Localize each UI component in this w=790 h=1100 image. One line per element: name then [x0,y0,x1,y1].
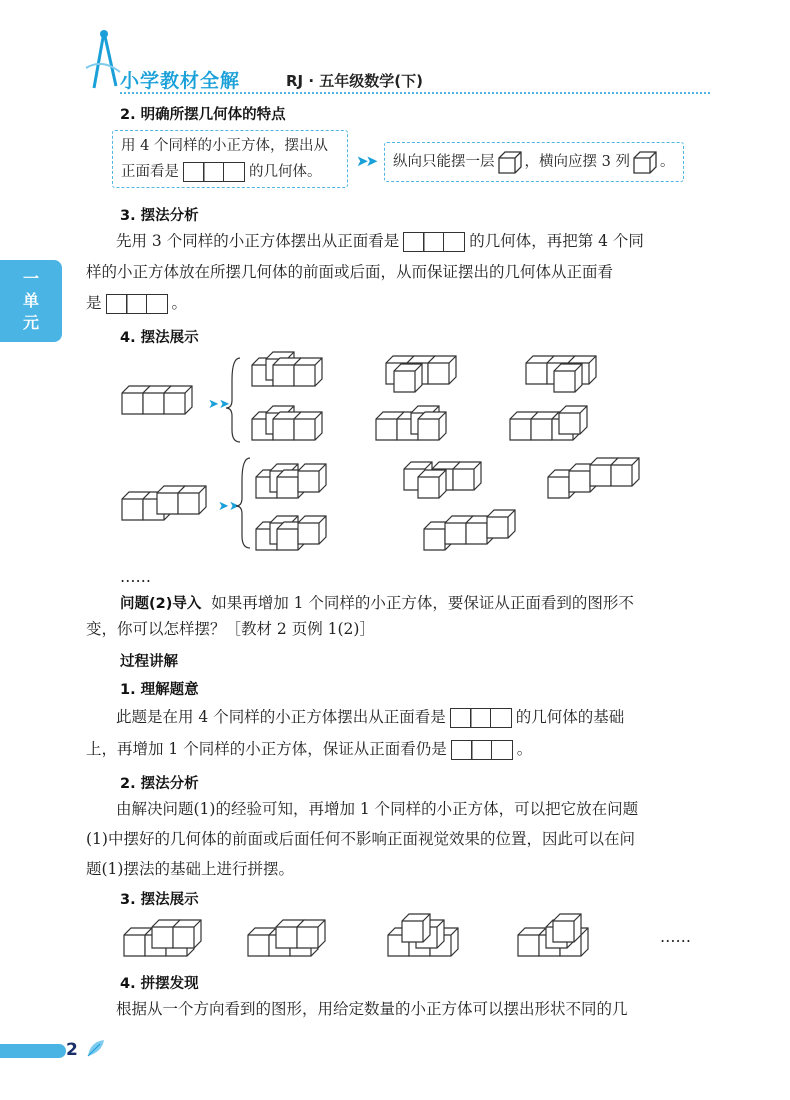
text: 是 [86,294,102,312]
paragraph-line [116,704,624,730]
five-cube-arrangements [110,910,590,960]
single-cube-icon [632,150,658,174]
arrangement-option [376,406,446,440]
three-square-front-view-icon [451,740,513,760]
paragraph-line [86,290,187,316]
process-heading: 过程讲解 [120,654,178,670]
leaf-icon [84,1036,108,1064]
condition-line-2 [121,159,322,185]
ellipsis: …… [120,568,151,586]
problem-line: 变，你可以怎样摆？［教材 2 页例 1(2)］ [86,620,375,638]
text: 。 [516,740,533,758]
conclusion-box [384,142,684,182]
header-subtitle: RJ · 五年级数学(下) [286,72,423,90]
arrangement-option [388,914,458,956]
unit-side-tab [0,260,62,342]
double-arrow-icon: ➤➤ [218,499,240,514]
condition-text: 正面看是 [121,164,179,180]
arrangement-option [424,510,515,550]
section-heading: 3. 摆法分析 [120,208,199,224]
page-number: 2 [66,1040,78,1060]
arrangement-option [510,406,587,440]
footer-bar [0,1044,66,1058]
section-heading: 1. 理解题意 [120,682,199,698]
single-cube-icon [497,150,523,174]
arrangement-option [548,458,639,498]
arrangement-option [252,352,322,386]
three-square-front-view-icon [450,708,512,728]
section-heading: 3. 摆法展示 [120,892,199,908]
three-square-front-view-icon [403,232,465,252]
conclusion-text: 纵向只能摆一层 [393,154,495,170]
double-arrow-icon: ➤➤ [208,397,230,412]
section-heading: 2. 明确所摆几何体的特点 [120,107,286,123]
arrangement-option [252,406,322,440]
conclusion-text: ，横向应摆 3 列 [524,154,630,170]
double-arrow-icon: ➤➤ [356,152,376,170]
section-heading: 4. 摆法展示 [120,330,199,346]
problem-line [120,590,634,617]
arrangement-option [526,356,596,392]
arrangement-option [256,516,326,550]
three-square-front-view-icon [183,162,245,182]
text: 先用 3 个同样的小正方体摆出从正面看是 [116,232,400,250]
compass-logo-icon [82,28,122,94]
conclusion-line [393,149,674,175]
paragraph-line: 样的小正方体放在所摆几何体的前面或后面，从而保证摆出的几何体从正面看 [86,263,614,281]
arrangement-diagram [100,350,700,570]
arrangement-option [124,920,201,956]
ellipsis: …… [660,928,691,946]
text: 的几何体的基础 [515,708,625,726]
paragraph-line [116,228,644,254]
header-brand: 小学教材全解 [120,70,241,92]
condition-text: 的几何体。 [249,164,322,180]
text: 的几何体，再把第 4 个同 [469,232,644,250]
arrangement-option [518,914,588,956]
problem-label: 问题(2)导入 [120,596,202,612]
paragraph-line [86,736,532,762]
arrangement-option [386,356,456,392]
paragraph-line: 题(1)摆法的基础上进行拼摆。 [86,860,294,878]
arrangement-option [248,920,325,956]
arrangement-option [256,464,326,498]
text: 。 [171,294,188,312]
condition-line-1: 用 4 个同样的小正方体，摆出从 [121,138,328,154]
base-l-shape [122,486,206,520]
side-tab-char: 一 [22,269,39,288]
arrangement-option [404,462,481,498]
text: 此题是在用 4 个同样的小正方体摆出从正面看是 [116,708,446,726]
conclusion-text: 。 [659,154,675,170]
paragraph-line: 由解决问题(1)的经验可知，再增加 1 个同样的小正方体，可以把它放在问题 [116,800,639,818]
paragraph-line: (1)中摆好的几何体的前面或后面任何不影响正面视觉效果的位置，因此可以在问 [86,830,635,848]
header-divider [120,92,710,94]
text: 上，再增加 1 个同样的小正方体，保证从正面看仍是 [86,740,447,758]
base-three-in-row [122,386,192,414]
section-heading: 4. 拼摆发现 [120,976,199,992]
section-heading: 2. 摆法分析 [120,776,199,792]
side-tab-char: 元 [22,313,39,332]
paragraph-line: 根据从一个方向看到的图形，用给定数量的小正方体可以摆出形状不同的几 [116,1000,628,1018]
condition-box [112,130,348,188]
side-tab-char: 单 [22,291,39,310]
three-square-front-view-icon [106,294,168,314]
text: 如果再增加 1 个同样的小正方体，要保证从正面看到的图形不 [211,594,634,612]
